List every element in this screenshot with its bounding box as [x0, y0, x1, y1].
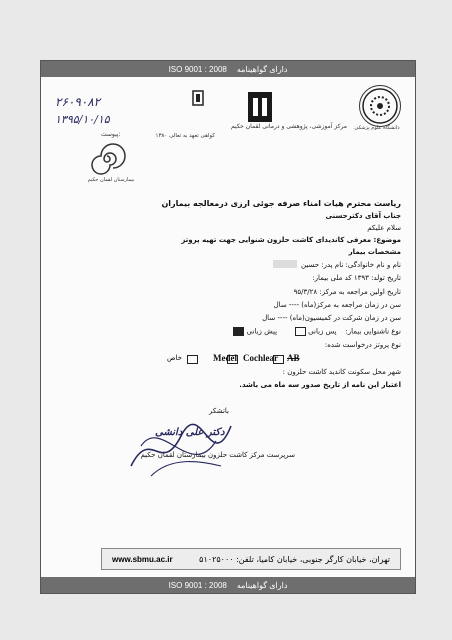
- prosthesis-type-label: نوع پروتز درخواست شده:: [324, 341, 401, 349]
- footer-address: تهران، خیابان کارگر جنوبی، خیابان کامیا، تلفن: ۵۱۰۲۵۰۰۰: [199, 554, 390, 564]
- letter-date: ۱۳۹۵/۱۰/۱۵: [55, 113, 110, 126]
- center-logo-caption: مرکز آموزشی، پژوهشی و درمانی لقمان حکیم: [231, 123, 347, 130]
- iso-cert-bottom: ISO 9001 : 2008: [168, 580, 227, 590]
- left-logo-caption: بیمارستان لقمان حکیم: [87, 177, 135, 183]
- special-checkbox[interactable]: [187, 355, 198, 364]
- right-seal-caption: دانشگاه علوم پزشکی: [354, 125, 400, 131]
- footer-bar: [101, 548, 401, 570]
- signer-title: سرپرست مرکز کاشت حلزون بیمارستان لقمان حکیم: [140, 451, 295, 459]
- iso-cert-top: ISO 9001 : 2008: [168, 64, 227, 74]
- birth-line: تاریخ تولد: ۱۳۹۳ کد ملی بیمار:: [312, 274, 401, 282]
- letter-number: ۲۶۰۹۰۸۲: [55, 95, 101, 109]
- university-seal-icon: [359, 85, 401, 127]
- signature-scribble-icon: [121, 406, 241, 486]
- hospital-logo-icon: [247, 91, 273, 123]
- letter-page: [40, 60, 416, 594]
- letter-subject: موضوع: معرفی کاندیدای کاشت حلزون شنوایی جهت تهیه پروتز: [181, 236, 401, 244]
- option-ab: AB: [287, 353, 300, 363]
- iso-label-top: دارای گواهینامه: [236, 64, 288, 74]
- attachment-label: پیوست:: [101, 131, 121, 138]
- pre-lingual-label: پیش زبانی: [246, 327, 278, 336]
- letter-recipient: جناب آقای دکترحسنی: [325, 212, 401, 220]
- letter-greeting: سلام علیکم: [367, 224, 401, 232]
- name-line: نام و نام خانوادگی: نام پدر: حسین: [301, 261, 401, 269]
- name-redaction: [273, 260, 297, 268]
- thanks-label: باتشکر: [208, 407, 229, 415]
- signer-name: دکتر علی دانشی: [155, 427, 225, 438]
- post-lingual-checkbox[interactable]: [295, 327, 306, 336]
- iso-band-bottom: [41, 577, 415, 593]
- section-title: مشخصات بیمار: [348, 248, 401, 256]
- hearing-type-label: [233, 327, 401, 336]
- ab-checkbox[interactable]: [273, 355, 284, 364]
- quality-logo-icon: [191, 89, 205, 107]
- letter-title: ریاست محترم هیات امناء صرفه جوئی ارزی درمعالجه بیماران: [161, 199, 401, 208]
- spiral-logo-icon: [87, 139, 127, 179]
- hearing-type-text: نوع ناشنوایی بیمار:: [345, 327, 401, 336]
- option-medel: Medel: [213, 353, 237, 363]
- quality-caption: کواهی تعهد به تعالی ۱۳۸۰: [155, 133, 215, 139]
- iso-band-top: [41, 61, 415, 77]
- pre-lingual-checkbox[interactable]: [233, 327, 244, 336]
- validity-note: اعتبار این نامه از تاریخ صدور سه ماه می باشد.: [239, 381, 401, 389]
- special-label: خاص: [167, 354, 182, 362]
- first-visit-line: تاریخ اولین مراجعه به مرکز: ۹۵/۳/۲۸: [293, 288, 401, 296]
- post-lingual-label: پس زبانی: [308, 327, 337, 336]
- city-line: شهر محل سکونت کاندید کاشت حلزون :: [282, 368, 401, 376]
- age-visit-line: سن در زمان مراجعه به مرکز(ماه) ---- سال: [273, 301, 401, 309]
- option-cochlear: Cochlear: [243, 353, 278, 363]
- iso-label-bottom: دارای گواهینامه: [236, 580, 288, 590]
- footer-url[interactable]: www.sbmu.ac.ir: [112, 554, 173, 564]
- age-commission-line: سن در زمان شرکت در کمیسیون(ماه) ---- سال: [262, 314, 401, 322]
